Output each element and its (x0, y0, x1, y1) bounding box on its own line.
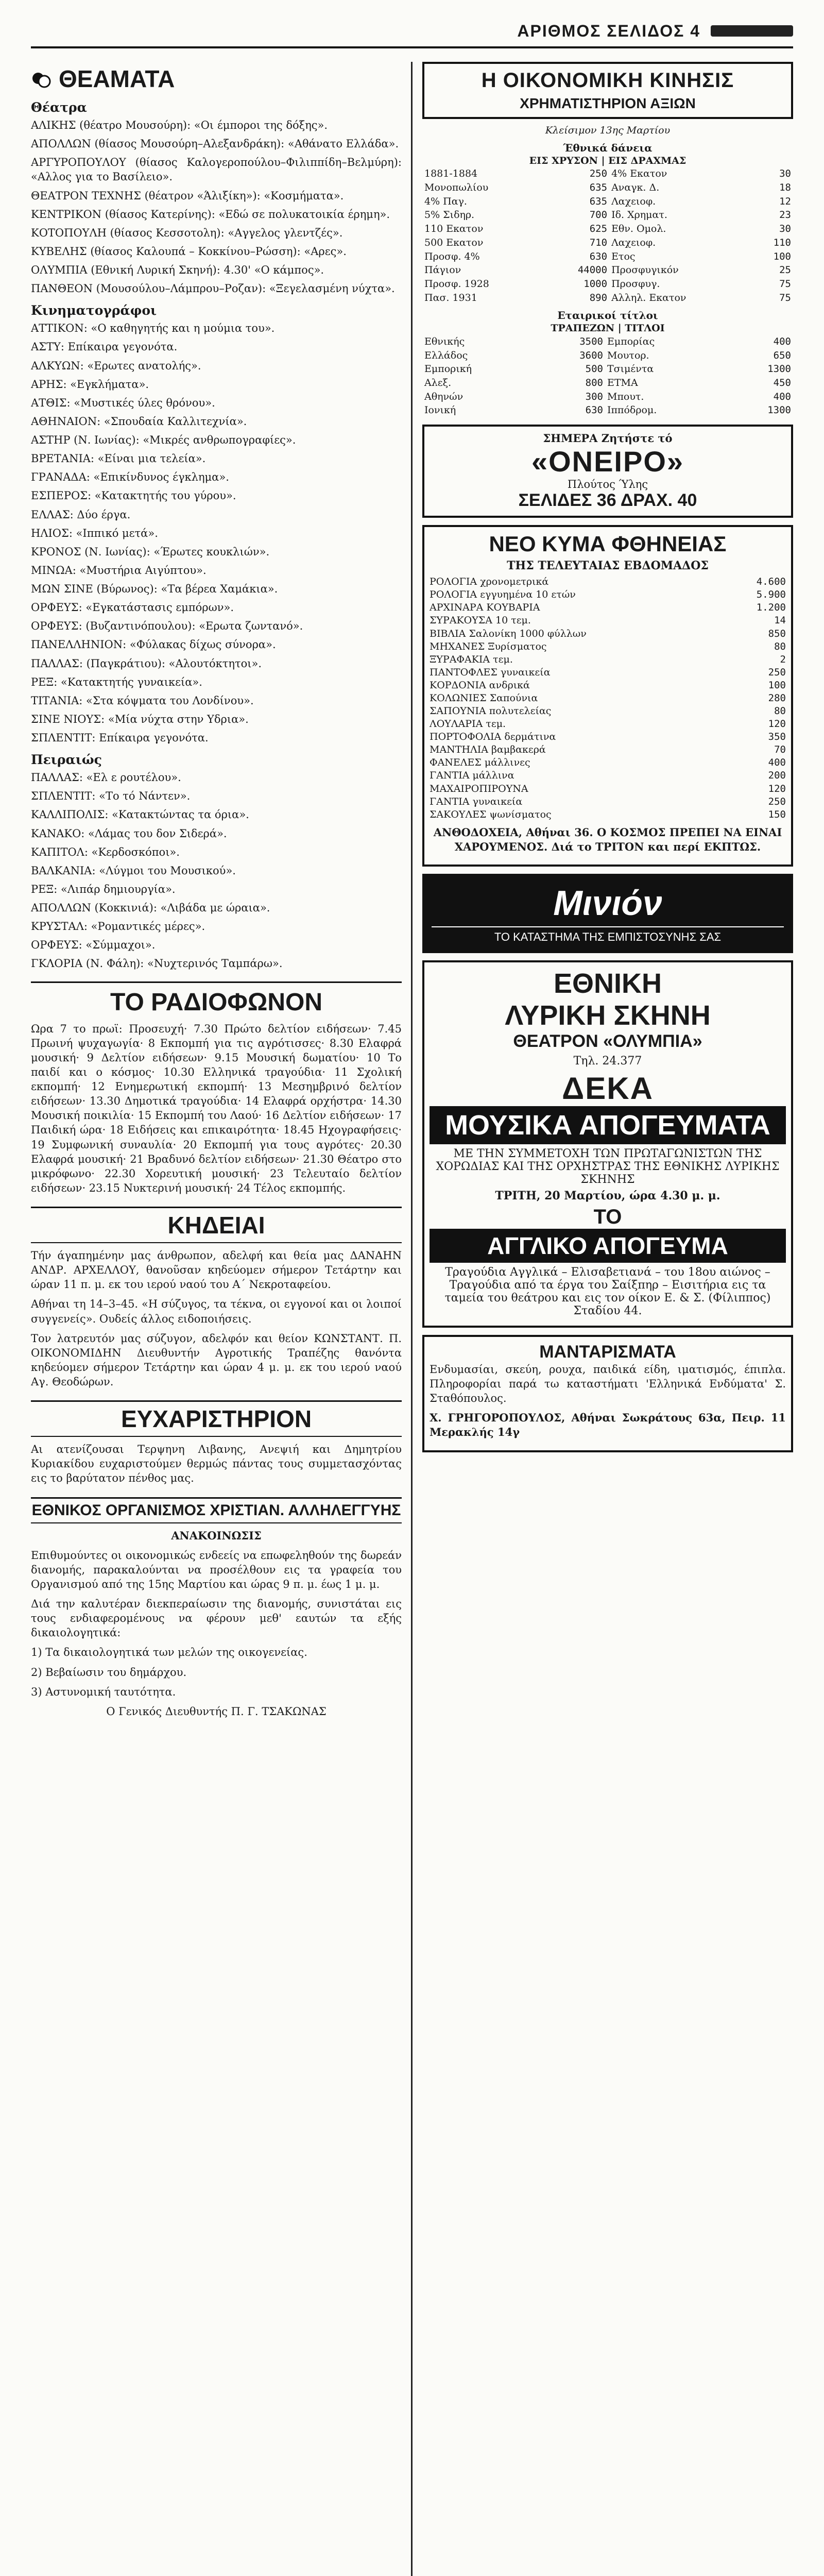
loan-row-cell: 630 (589, 250, 608, 262)
piraeus-listing: ΡΕΞ: «Λιπάρ δημιουργία». (31, 883, 176, 895)
company-row (422, 335, 793, 349)
section-title-text: ΘΕΑΜΑΤΑ (59, 65, 175, 92)
company-row-cell: Μπουτ. (607, 391, 644, 402)
piraeus-listing: ΚΑΝΑΚΟ: «Λάμας του δον Σιδερά». (31, 827, 227, 840)
oneiro-name: «ΟΝΕΙΡΟ» (531, 445, 684, 478)
prices-ad (422, 525, 793, 867)
cinema-listing: ΜΩΝ ΣΙΝΕ (Βύρωνος): «Τα βέρεα Χαμάκια». (31, 583, 278, 595)
theatres-heading: Θέατρα (31, 100, 87, 115)
company-row-cell: Ελλάδος (424, 349, 468, 361)
loan-row-cell: Μονοπωλίου (424, 182, 489, 194)
theatre-listing: ΑΠΟΛΛΩΝ (θίασος Μουσούρη–Αλεξανδράκη): «Αθάνατο Ελλάδα». (31, 138, 399, 150)
theatre-listing: ΚΟΤΟΠΟΥΛΗ (θίασος Κεσσοτολη): «Αγγελος γλεντζές». (31, 226, 343, 239)
loans-heading: Έθνικά δάνεια (563, 141, 653, 154)
loan-row-cell: 500 Εκατον (424, 236, 484, 248)
opera-line-4: ΔΕΚΑ (562, 1071, 654, 1106)
price-item: ΠΑΝΤΟΦΛΕΣ γυναικεία (430, 666, 551, 678)
price-value: 4.600 (756, 576, 786, 588)
org-paragraph: 3) Αστυνομική ταυτότητα. (31, 1685, 176, 1698)
loan-row-cell: 75 (779, 278, 791, 290)
minion-ad (422, 874, 793, 953)
price-value: 250 (768, 666, 786, 678)
loan-row (422, 236, 793, 250)
oneiro-sub: Πλούτος Ύλης (567, 478, 648, 491)
price-row (430, 718, 786, 731)
opera-ad (422, 960, 793, 1328)
theatres-list (31, 118, 402, 296)
opera-line-6: ΤΟ (593, 1205, 622, 1228)
loan-row-cell: Προσφ. 4% (424, 250, 480, 262)
piraeus-list (31, 770, 402, 971)
loan-row (422, 181, 793, 195)
loan-row-cell: Προσφυγ. (611, 278, 660, 290)
cinema-listing: ΟΡΦΕΥΣ: (Βυζαντινόπουλου): «Ερωτα ζωντανό». (31, 620, 303, 633)
loan-row-cell: Πασ. 1931 (424, 292, 477, 303)
company-row-cell: 450 (773, 377, 791, 388)
price-row (430, 601, 786, 614)
company-row (422, 349, 793, 363)
loan-row-cell: 1000 (583, 278, 608, 290)
loan-row-cell: 710 (589, 236, 608, 248)
company-row-cell: Αθηνών (424, 391, 464, 402)
section-title (31, 65, 402, 93)
loan-row-cell: 1881-1884 (424, 168, 478, 180)
price-value: 200 (768, 770, 786, 782)
oneiro-title: ΣΗΜΕΡΑ Ζητήστε τό (543, 432, 673, 445)
piraeus-listing: ΟΡΦΕΥΣ: «Σύμμαχοι». (31, 939, 156, 952)
price-value: 250 (768, 795, 786, 807)
company-row-cell: 400 (773, 335, 791, 347)
price-item: ΓΑΝΤΙΑ γυναικεία (430, 795, 523, 807)
theatre-listing: ΚΕΝΤΡΙΚΟΝ (θίασος Κατερίνης): «Εδώ σε πολυκατοικία έρημη». (31, 208, 390, 221)
opera-date: ΤΡΙΤΗ, 20 Μαρτίου, ώρα 4.30 μ. μ. (495, 1189, 720, 1202)
cinema-listing: ΠΑΛΛΑΣ: (Παγκράτιου): «Αλουτόκτητοι». (31, 657, 262, 670)
price-row (430, 653, 786, 666)
company-row-cell: Ιππόδρομ. (607, 404, 657, 416)
cinema-listing: ΑΣΤΗΡ (Ν. Ιωνίας): «Μικρές ανθρωπογραφίες». (31, 434, 296, 446)
loan-row-cell: 25 (779, 264, 791, 276)
cinema-listing: ΑΛΚΥΩΝ: «Ερωτες ανατολής». (31, 359, 201, 372)
companies-heading: Εταιρικοί τίτλοι (557, 309, 658, 322)
loan-row-cell: 44000 (577, 264, 608, 276)
price-row (430, 756, 786, 769)
price-row (430, 679, 786, 692)
death-notice: Αθήναι τη 14–3–45. «Η σύζυγος, τα τέκνα, οι εγγονοί και οι λοιποί συγγενείς». Ουδείς άλλος ειδοποιήσεις. (31, 1298, 402, 1325)
piraeus-listing: ΑΠΟΛΛΩΝ (Κοκκινιά): «Λιβάδα με ώραια». (31, 902, 270, 914)
theatre-listing: ΑΡΓΥΡΟΠΟΥΛΟΥ (θίασος Καλογεροπούλου–Φιλιππίδη–Βελμύρη): «Αλλος για το Βασίλειο». (31, 156, 402, 183)
price-value: 350 (768, 731, 786, 743)
price-value: 1.200 (756, 602, 786, 614)
prices-list (430, 575, 786, 821)
mantarismata-signature: Χ. ΓΡΗΓΟΡΟΠΟΥΛΟΣ, Αθήναι Σωκράτους 63α, Πειρ. 11 Μερακλής 14γ (430, 1411, 786, 1439)
price-item: ΦΑΝΕΛΕΣ μάλλινες (430, 757, 530, 769)
company-row (422, 390, 793, 404)
org-paragraph: Διά την καλυτέραν διεκπεραίωσιν της διανομής, συνιστάται εις τους ενδιαφερομένους να φέρουν μεθ' εαυτών τα εξής δικαιολογητικά: (31, 1598, 402, 1639)
price-row (430, 808, 786, 821)
cinema-listing: ΜΙΝΩΑ: «Μυστήρια Αιγύπτου». (31, 564, 207, 577)
loan-row-cell: 75 (779, 292, 791, 303)
company-row-cell: 500 (585, 363, 603, 375)
loans-subheading: ΕΙΣ ΧΡΥΣΟΝ | ΕΙΣ ΔΡΑΧΜΑΣ (529, 155, 686, 166)
loan-row-cell: 30 (779, 223, 791, 235)
price-item: ΣΥΡΑΚΟΥΣΑ 10 τεμ. (430, 615, 531, 626)
price-value: 120 (768, 783, 786, 794)
loan-row-cell: 250 (589, 168, 608, 180)
company-row-cell: 300 (585, 391, 603, 402)
price-value: 70 (774, 744, 786, 756)
price-row (430, 795, 786, 808)
mantarismata-text: Ενδυμασίαι, σκεύη, ρουχα, παιδικά είδη, ιματισμός, έπιπλα. Πληροφορίαι παρά τω καταστήματι 'Ελληνικά Ενδύματα' Σ. Σταθόπουλος. (430, 1363, 786, 1405)
theatre-masks-icon (31, 69, 52, 89)
price-row (430, 692, 786, 705)
loan-row-cell: 23 (779, 209, 791, 221)
price-value: 2 (780, 653, 786, 665)
company-row-cell: Εμπορίας (607, 335, 655, 347)
companies-table (422, 335, 793, 417)
oneiro-ad (422, 425, 793, 518)
piraeus-listing: ΓΚΛΟΡΙΑ (Ν. Φάλη): «Νυχτερινός Ταμπάρω». (31, 957, 283, 970)
piraeus-listing: ΚΑΠΙΤΟΛ: «Κερδοσκόποι». (31, 845, 180, 858)
loan-row-cell: 5% Σιδηρ. (424, 209, 475, 221)
opera-line-5: ΜΟΥΣΙΚΑ ΑΠΟΓΕΥΜΑΤΑ (430, 1106, 786, 1144)
mantarismata-title: ΜΑΝΤΑΡΙΣΜΑΤΑ (539, 1342, 676, 1362)
price-row (430, 705, 786, 718)
cinema-listing: ΑΣΤΥ: Επίκαιρα γεγονότα. (31, 341, 178, 353)
price-item: ΡΟΛΟΓΙΑ χρονομετρικά (430, 576, 549, 588)
loan-row-cell: 12 (779, 195, 791, 207)
loans-table (422, 167, 793, 304)
market-title: Η ΟΙΚΟΝΟΜΙΚΗ ΚΙΝΗΣΙΣ (481, 69, 734, 92)
price-item: ΛΟΥΛΑΡΙΑ τεμ. (430, 718, 506, 730)
company-row (422, 403, 793, 417)
cinema-listing: ΡΕΞ: «Κατακτητής γυναικεία». (31, 675, 202, 688)
piraeus-listing: ΚΡΥΣΤΑΛ: «Ρομαντικές μέρες». (31, 920, 205, 933)
price-value: 850 (768, 628, 786, 639)
prices-title: ΝΕΟ ΚΥΜΑ ΦΘΗΝΕΙΑΣ (489, 532, 727, 556)
loan-row-cell: 625 (589, 223, 608, 235)
loan-row-cell: 18 (779, 182, 791, 194)
company-row-cell: Ιονική (424, 404, 456, 416)
loan-row-cell: Πάγιον (424, 264, 461, 276)
loan-row-cell: Προσφυγικόν (611, 264, 679, 276)
loan-row-cell: 110 (773, 236, 791, 248)
company-row-cell: Αλεξ. (424, 377, 452, 388)
cinema-listing: ΟΡΦΕΥΣ: «Εγκατάστασις εμπόρων». (31, 601, 234, 614)
loan-row (422, 208, 793, 222)
company-row-cell: 400 (773, 391, 791, 402)
piraeus-heading: Πειραιώς (31, 752, 102, 768)
company-row-cell: 3600 (579, 349, 603, 361)
price-row (430, 640, 786, 653)
company-row-cell: Μουτορ. (607, 349, 649, 361)
market-banner (422, 62, 793, 119)
company-row-cell: ΕΤΜΑ (607, 377, 638, 388)
market-subtitle: ΧΡΗΜΑΤΙΣΤΗΡΙΟΝ ΑΞΙΩΝ (520, 95, 696, 111)
theatre-listing: ΚΥΒΕΛΗΣ (θίασος Καλουπά – Κοκκίνου–Ρώσση): «Αρες». (31, 245, 347, 258)
company-row-cell: 650 (773, 349, 791, 361)
cinema-listing: ΤΙΤΑΝΙΑ: «Στα κόψματα του Λονδίνου». (31, 694, 254, 707)
theatre-listing: ΘΕΑΤΡΟΝ ΤΕΧΝΗΣ (θέατρον «Άλιξίκη»): «Κοσμήματα». (31, 189, 344, 202)
piraeus-listing: ΒΑΛΚΑΝΙΑ: «Λύγμοι του Μουσικού». (31, 864, 236, 877)
price-item: ΜΗΧΑΝΕΣ Ξυρίσματος (430, 640, 547, 652)
company-row (422, 376, 793, 390)
right-column (422, 62, 793, 2576)
left-column (31, 62, 402, 2576)
loan-row-cell: Ιδ. Χρηματ. (611, 209, 667, 221)
mantarismata-ad (422, 1335, 793, 1452)
cinema-listing: ΑΡΗΣ: «Εγκλήματα». (31, 378, 149, 391)
company-row-cell: 630 (585, 404, 603, 416)
opera-description: ΜΕ ΤΗΝ ΣΥΜΜΕΤΟΧΗ ΤΩΝ ΠΡΩΤΑΓΩΝΙΣΤΩΝ ΤΗΣ ΧΟΡΩΔΙΑΣ ΚΑΙ ΤΗΣ ΟΡΧΗΣΤΡΑΣ ΤΗΣ ΕΘΝΙΚΗΣ ΛΥΡΙΚΗΣ ΣΚΗΝΗΣ (436, 1147, 780, 1186)
cinema-listing: ΚΡΟΝΟΣ (Ν. Ιωνίας): «Έρωτες κουκλιών». (31, 545, 270, 558)
loan-row-cell: Εθν. Ομολ. (611, 223, 666, 235)
org-title: ΕΘΝΙΚΟΣ ΟΡΓΑΝΙΣΜΟΣ ΧΡΙΣΤΙΑΝ. ΑΛΛΗΛΕΓΓΥΗΣ (31, 1497, 402, 1523)
price-value: 80 (774, 640, 786, 652)
market-table (422, 124, 793, 417)
price-row (430, 614, 786, 627)
price-item: ΚΟΡΔΟΝΙΑ ανδρικά (430, 679, 530, 691)
loan-row (422, 263, 793, 277)
price-value: 80 (774, 705, 786, 717)
loan-row-cell: 100 (773, 250, 791, 262)
opera-line-2: ΛΥΡΙΚΗ ΣΚΗΝΗ (505, 999, 711, 1031)
deaths-list (31, 1248, 402, 1389)
market-date: Κλείσιμον 13ης Μαρτίου (545, 125, 671, 136)
cinema-listing: ΕΛΛΑΣ: Δύο έργα. (31, 508, 131, 521)
loan-row-cell: 635 (589, 195, 608, 207)
cinema-listing: ΣΙΝΕ ΝΙΟΥΣ: «Μία νύχτα στην Υδρια». (31, 713, 249, 725)
loan-row-cell: 110 Εκατον (424, 223, 484, 235)
price-row (430, 666, 786, 679)
opera-phone: Τηλ. 24.377 (573, 1054, 642, 1067)
death-notice: Τήν άγαπημένην μας άνθρωπον, αδελφή και θεία μας ΔΑΝΑΗΝ ΑΝΔΡ. ΑΡΧΕΛΛΟΥ, θανοῦσαν κηδεύομεν σήμερον Τετάρτην και ώραν 11 π. μ. εκ του ιερού ναού του Α΄ Νεκροταφείου. (31, 1249, 402, 1291)
price-row (430, 731, 786, 743)
cinema-listing: ΑΤΤΙΚΟΝ: «Ο καθηγητής και η μούμια του». (31, 322, 275, 335)
price-value: 280 (768, 692, 786, 704)
piraeus-listing: ΠΑΛΛΑΣ: «Ελ ε ρουτέλου». (31, 771, 181, 784)
price-value: 400 (768, 757, 786, 769)
price-row (430, 575, 786, 588)
price-item: ΜΑΝΤΗΛΙΑ βαμβακερά (430, 744, 546, 756)
cinema-listing: ΒΡΕΤΑΝΙΑ: «Είναι μια τελεία». (31, 452, 206, 465)
cinema-listing: ΗΛΙΟΣ: «Ιππικό μετά». (31, 527, 158, 539)
loan-row-cell: 700 (589, 209, 608, 221)
price-row (430, 743, 786, 756)
price-value: 150 (768, 808, 786, 820)
radio-schedule: Ωρα 7 το πρωϊ: Προσευχή· 7.30 Πρώτο δελτίον ειδήσεων· 7.45 Πρωινή ψυχαγωγία· 8 Εκπομπή για τις αγρότισσες· 8.30 Ελαφρά μουσική· 9 Δελτίον ειδήσεων· 9.15 Μουσική δωματίου· 10 Το παιδί και ο κόσμος· 10.30 Ελληνικά τραγούδια· 11 Σχολική εκπομπή· 12 Ενημερωτική εκπομπή· 13 Μεσημβρινό δελτίον ειδήσεων· 13.30 Δημοτικά τραγούδια· 14 Ελαφρά ορχήστρα· 14.30 Μουσική ποικιλία· 15 Εκπομπή του Λαού· 16 Δελτίον ειδήσεων· 17 Παιδική ώρα· 18 Ειδήσεις και επικαιρότητα· 18.45 Ηχογραφήσεις· 19 Συμφωνική συναυλία· 20 Εκπομπή για τους αγρότες· 20.30 Ελαφρά μουσική· 21 Βραδυνό δελτίον ειδήσεων· 21.30 Θέατρο στο μικρόφωνο· 22.30 Χορευτική μουσική· 23 Τελευταίο δελτίον ειδήσεων· 23.15 Νυκτερινή μουσική· 24 Τέλος εκπομπής. (31, 1022, 402, 1194)
company-row-cell: 1300 (767, 363, 791, 375)
company-row-cell: Εθνικής (424, 335, 465, 347)
death-notice: Τον λατρευτόν μας σύζυγον, αδελφόν και θείον ΚΩΝΣΤΑΝΤ. Π. ΟΙΚΟΝΟΜΙΔΗΝ Διευθυντήν Αγροτικής Τραπέζης θανόντα κηδεύομεν σήμερον Τετάρτην και ώραν 4 μ. μ. εκ του ιερού ναού Αγ. Θεοδώρων. (31, 1332, 402, 1388)
org-paragraph: 1) Τα δικαιολογητικά των μελών της οικογενείας. (31, 1646, 307, 1659)
cinemas-heading: Κινηματογράφοι (31, 303, 157, 318)
loan-row-cell: 635 (589, 182, 608, 194)
opera-line-7: ΑΓΓΛΙΚΟ ΑΠΟΓΕΥΜΑ (430, 1229, 786, 1263)
prices-address: ΑΝΘΟΔΟΧΕΙΑ, Αθήναι 36. Ο ΚΟΣΜΟΣ ΠΡΕΠΕΙ ΝΑ ΕΙΝΑΙ ΧΑΡΟΥΜΕΝΟΣ. Διά το ΤΡΙΤΟΝ και περί ΕΚΠΤΩΣ. (433, 825, 782, 853)
theatre-listing: ΑΛΙΚΗΣ (θέατρο Μουσούρη): «Οι έμποροι της δόξης». (31, 119, 328, 131)
column-divider (411, 62, 413, 2576)
loan-row-cell: 4% Εκατον (611, 168, 667, 180)
price-row (430, 588, 786, 601)
loan-row-cell: Προσφ. 1928 (424, 278, 489, 290)
price-value: 5.900 (756, 589, 786, 601)
piraeus-listing: ΣΠΛΕΝΤΙΤ: «Το τό Νάντεν». (31, 790, 191, 803)
price-value: 14 (774, 615, 786, 626)
opera-line-1: ΕΘΝΙΚΗ (553, 968, 662, 999)
loan-row (422, 222, 793, 236)
loan-row-cell: Λαχειοφ. (611, 236, 656, 248)
price-row (430, 783, 786, 795)
price-item: ΑΡΧΙΝΑΡΑ ΚΟΥΒΑΡΙΑ (430, 602, 540, 614)
price-value: 100 (768, 679, 786, 691)
cinema-listing: ΑΘΗΝΑΙΟΝ: «Σπουδαία Καλλιτεχνία». (31, 415, 247, 428)
minion-tagline: ΤΟ ΚΑΤΑΣΤΗΜΑ ΤΗΣ ΕΜΠΙΣΤΟΣΥΝΗΣ ΣΑΣ (432, 926, 784, 944)
price-item: ΜΑΧΑΙΡΟΠΙΡΟΥΝΑ (430, 783, 528, 794)
company-row-cell: 1300 (767, 404, 791, 416)
loan-row-cell: Ετος (611, 250, 636, 262)
price-item: ΞΥΡΑΦΑΚΙΑ τεμ. (430, 653, 513, 665)
companies-subheading: ΤΡΑΠΕΖΩΝ | ΤΙΤΛΟΙ (551, 323, 665, 334)
company-row-cell: Εμπορική (424, 363, 472, 375)
cinema-listing: ΑΤΘΙΣ: «Μυστικές ύλες θρόνου». (31, 396, 215, 409)
cinemas-list (31, 321, 402, 745)
org-signature: Ο Γενικός Διευθυντής Π. Γ. ΤΣΑΚΩΝΑΣ (106, 1705, 327, 1718)
loan-row (422, 250, 793, 264)
price-item: ΚΟΛΩΝΙΕΣ Σαπούνια (430, 692, 538, 704)
thanks-title: ΕΥΧΑΡΙΣΤΗΡΙΟΝ (31, 1400, 402, 1437)
price-row (430, 769, 786, 782)
cinema-listing: ΣΠΛΕΝΤΙΤ: Επίκαιρα γεγονότα. (31, 732, 209, 744)
price-item: ΣΑΚΟΥΛΕΣ ψωνίσματος (430, 808, 552, 820)
loan-row-cell: 4% Παγ. (424, 195, 467, 207)
price-row (430, 628, 786, 640)
company-row-cell: 3500 (579, 335, 603, 347)
org-paragraph: 2) Βεβαίωσιν του δημάρχου. (31, 1666, 187, 1679)
loan-row (422, 167, 793, 181)
piraeus-listing: ΚΑΛΛΙΠΟΛΙΣ: «Κατακτώντας τα όρια». (31, 808, 249, 821)
page-header (31, 15, 793, 48)
header-rule-mark (711, 25, 793, 37)
price-item: ΣΑΠΟΥΝΙΑ πολυτελείας (430, 705, 552, 717)
oneiro-price: ΣΕΛΙΔΕΣ 36 ΔΡΑΧ. 40 (518, 490, 697, 511)
loan-row-cell: Αλληλ. Εκατον (611, 292, 686, 303)
cinema-listing: ΓΡΑΝΑΔΑ: «Επικίνδυνος έγκλημα». (31, 471, 229, 484)
opera-songs: Τραγούδια Αγγλικά – Ελισαβετιανά – του 18ου αιώνος – Τραγούδια από τα έργα του Σαίξπηρ – Εισιτήρια εις τα ταμεία του θεάτρου και εις τον οίκον Ε. & Σ. (Φίλιππος) Σταδίου 44. (444, 1265, 771, 1317)
loan-row-cell: 30 (779, 168, 791, 180)
theatre-listing: ΠΑΝΘΕΟΝ (Μουσούλου–Λάμπρου–Ροζαν): «Ξεγελασμένη νύχτα». (31, 282, 395, 295)
thanks-text: Αι ατενίζουσαι Τερψηνη Λιβανης, Ανεψιή και Δημητρίου Κυριακίδου ευχαριστούμεν θερμώς πάντας τους συμμετασχόντας εις το βαρύτατον πένθος μας. (31, 1443, 402, 1485)
org-paragraph: Επιθυμούντες οι οικονομικώς ενδεείς να επωφεληθούν της δωρεάν διανομής, παρακαλούνται να προσέλθουν εις τα γραφεία του Οργανισμού από της 15ης Μαρτίου και ώρας 9 π. μ. έως 1 μ. μ. (31, 1549, 402, 1590)
radio-title: ΤΟ ΡΑΔΙΟΦΩΝΟΝ (31, 981, 402, 1016)
prices-subtitle: ΤΗΣ ΤΕΛΕΥΤΑΙΑΣ ΕΒΔΟΜΑΔΟΣ (507, 559, 709, 573)
page-number-label: ΑΡΙΘΜΟΣ ΣΕΛΙΔΟΣ 4 (517, 21, 700, 40)
cinema-listing: ΕΣΠΕΡΟΣ: «Κατακτητής του γύρου». (31, 489, 236, 502)
minion-logo: Μινιόν (553, 883, 662, 923)
theatre-listing: ΟΛΥΜΠΙΑ (Εθνική Λυρική Σκηνή): 4.30' «Ο κάμπος». (31, 264, 324, 276)
loan-row-cell: Αναγκ. Δ. (611, 182, 660, 194)
company-row (422, 362, 793, 376)
company-row-cell: Τσιμέντα (607, 363, 654, 375)
org-subtitle: ΑΝΑΚΟΙΝΩΣΙΣ (171, 1529, 262, 1542)
company-row-cell: 800 (585, 377, 603, 388)
price-value: 120 (768, 718, 786, 730)
loan-row-cell: 890 (589, 292, 608, 303)
cinema-listing: ΠΑΝΕΛΛΗΝΙΟΝ: «Φύλακας δίχως σύνορα». (31, 638, 276, 651)
price-item: ΡΟΛΟΓΙΑ εγγυημένα 10 ετών (430, 589, 576, 601)
deaths-title: ΚΗΔΕΙΑΙ (31, 1207, 402, 1243)
org-text (31, 1548, 402, 1699)
loan-row-cell: Λαχειοφ. (611, 195, 656, 207)
loan-row (422, 277, 793, 291)
price-item: ΓΑΝΤΙΑ μάλλινα (430, 770, 514, 782)
loan-row (422, 195, 793, 209)
opera-venue: ΘΕΑΤΡΟΝ «ΟΛΥΜΠΙΑ» (513, 1031, 702, 1051)
price-item: ΠΟΡΤΟΦΟΛΙΑ δερμάτινα (430, 731, 556, 743)
price-item: ΒΙΒΛΙΑ Σαλονίκη 1000 φύλλων (430, 628, 587, 639)
loan-row (422, 291, 793, 305)
